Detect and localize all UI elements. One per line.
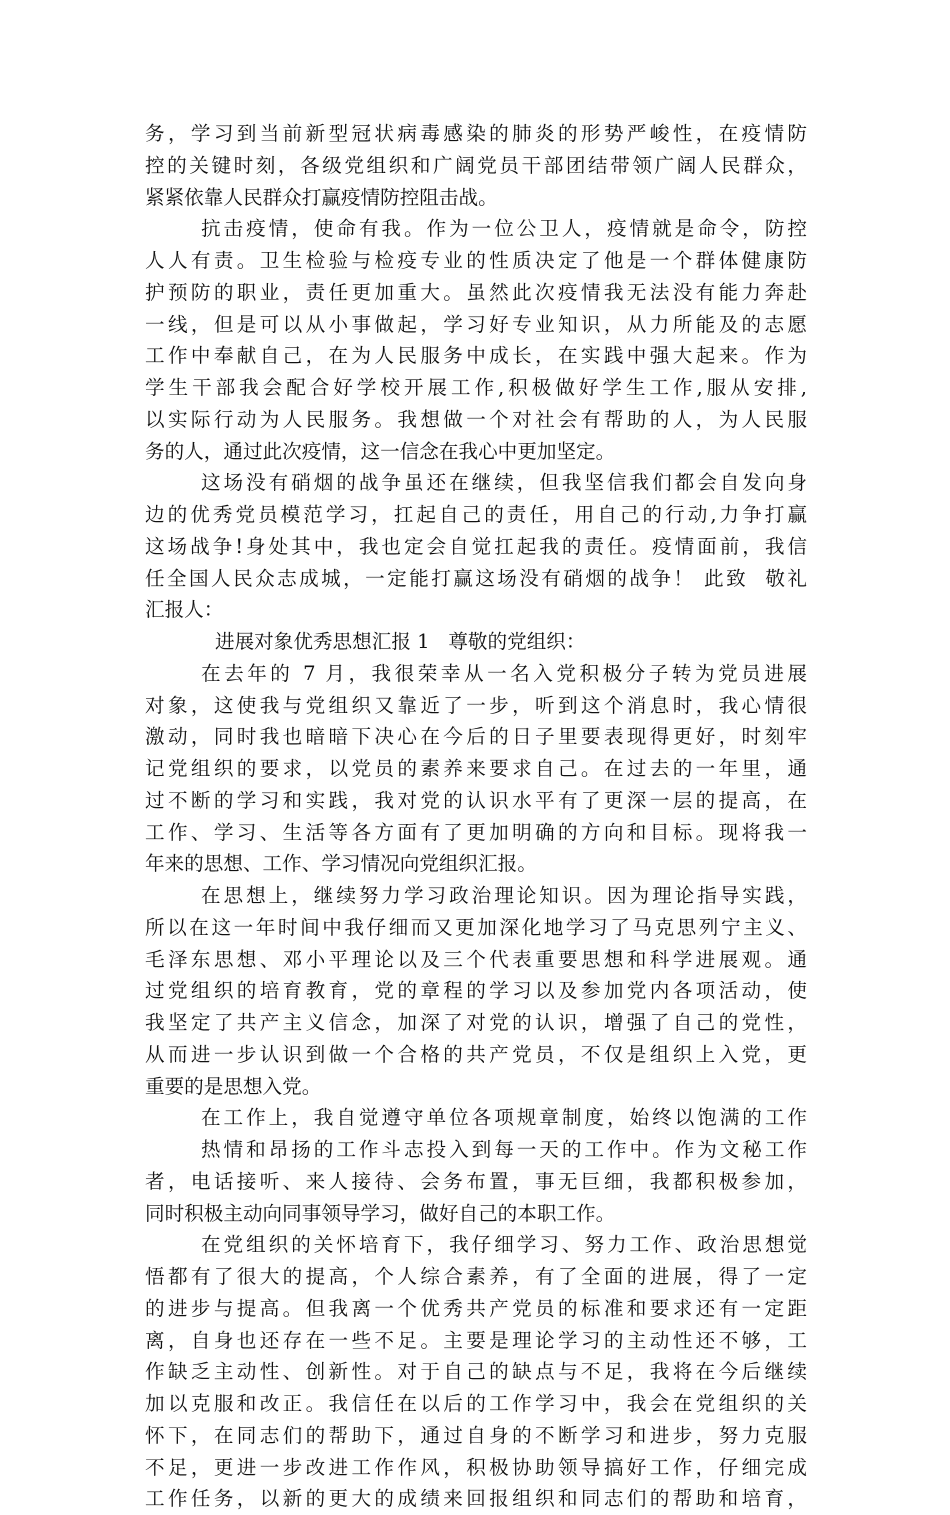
text-line: 在党组织的关怀培育下，我仔细学习、努力工作、政治思想觉 <box>201 1233 807 1257</box>
text-line: 紧紧依靠人民群众打赢疫情防控阻击战。 <box>145 185 498 209</box>
text-line: 怀下，在同志们的帮助下，通过自身的不断学习和进步，努力克服 <box>145 1423 807 1447</box>
text-line: 一线，但是可以从小事做起，学习好专业知识，从力所能及的志愿 <box>145 312 807 336</box>
text-line: 过党组织的培育教育，党的章程的学习以及参加党内各项活动，使 <box>145 979 807 1003</box>
text-line: 护预防的职业，责任更加重大。虽然此次疫情我无法没有能力奔赴 <box>145 280 807 304</box>
text-line: 从而进一步认识到做一个合格的共产党员，不仅是组织上入党，更 <box>145 1042 807 1066</box>
text-line: 抗击疫情，使命有我。作为一位公卫人，疫情就是命令，防控 <box>201 217 807 241</box>
section-heading: 进展对象优秀思想汇报 1 尊敬的党组织： <box>215 630 586 653</box>
text-line: 悟都有了很大的提高，个人综合素养，有了全面的进展，得了一定 <box>145 1265 807 1288</box>
text-line: 任全国人民众志成城，一定能打赢这场没有硝烟的战争！ 此致 敬礼 <box>145 566 807 590</box>
text-line: 过不断的学习和实践，我对党的认识水平有了更深一层的提高，在 <box>145 788 807 812</box>
text-line: 汇报人： <box>145 598 224 622</box>
text-line: 务的人，通过此次疫情，这一信念在我心中更加坚定。 <box>145 439 616 463</box>
text-line: 重要的是思想入党。 <box>145 1074 322 1098</box>
text-line: 激动，同时我也暗暗下决心在今后的日子里要表现得更好，时刻牢 <box>145 725 807 749</box>
text-line: 边的优秀党员模范学习，扛起自己的责任，用自己的行动,力争打赢 <box>145 503 807 526</box>
text-line: 工作中奉献自己，在为人民服务中成长，在实践中强大起来。作为 <box>145 344 807 368</box>
text-line: 年来的思想、工作、学习情况向党组织汇报。 <box>145 852 537 876</box>
text-line: 学生干部我会配合好学校开展工作,积极做好学生工作,服从安排, <box>145 376 807 399</box>
text-line: 在工作上，我自觉遵守单位各项规章制度，始终以饱满的工作 <box>201 1106 807 1130</box>
text-line: 者，电话接听、来人接待、会务布置，事无巨细，我都积极参加， <box>145 1169 807 1193</box>
text-line: 我坚定了共产主义信念，加深了对党的认识，增强了自己的党性， <box>145 1011 807 1034</box>
text-line: 在思想上，继续努力学习政治理论知识。因为理论指导实践， <box>201 884 807 907</box>
text-line: 以实际行动为人民服务。我想做一个对社会有帮助的人，为人民服 <box>145 407 807 431</box>
text-line: 所以在这一年时间中我仔细而又更加深化地学习了马克思列宁主义、 <box>145 915 807 939</box>
text-line: 记党组织的要求，以党员的素养来要求自己。在过去的一年里，通 <box>145 757 807 780</box>
text-line: 加以克服和改正。我信任在以后的工作学习中，我会在党组织的关 <box>145 1392 807 1415</box>
text-line: 离，自身也还存在一些不足。主要是理论学习的主动性还不够，工 <box>145 1328 807 1352</box>
text-line: 工作、学习、生活等各方面有了更加明确的方向和目标。现将我一 <box>145 820 807 844</box>
text-line: 人人有责。卫生检验与检疫专业的性质决定了他是一个群体健康防 <box>145 249 807 272</box>
text-line: 这场战争!身处其中，我也定会自觉扛起我的责任。疫情面前，我信 <box>145 534 807 558</box>
text-line: 不足，更进一步改进工作作风，积极协助领导搞好工作，仔细完成 <box>145 1455 807 1479</box>
text-line: 的进步与提高。但我离一个优秀共产党员的标准和要求还有一定距 <box>145 1296 807 1320</box>
text-line: 工作任务，以新的更大的成绩来回报组织和同志们的帮助和培育， <box>145 1487 807 1511</box>
text-line: 控的关键时刻，各级党组织和广阔党员干部团结带领广阔人民群众， <box>145 153 807 177</box>
document-body <box>145 118 807 1515</box>
text-line: 热情和昂扬的工作斗志投入到每一天的工作中。作为文秘工作 <box>201 1138 807 1161</box>
text-line: 这场没有硝烟的战争虽还在继续，但我坚信我们都会自发向身 <box>201 471 807 495</box>
text-line: 作缺乏主动性、创新性。对于自己的缺点与不足，我将在今后继续 <box>145 1360 807 1384</box>
text-line: 同时积极主动向同事领导学习，做好自己的本职工作。 <box>145 1201 616 1225</box>
text-line: 对象，这使我与党组织又靠近了一步，听到这个消息时，我心情很 <box>145 693 807 717</box>
text-line: 务，学习到当前新型冠状病毒感染的肺炎的形势严峻性，在疫情防 <box>145 122 807 145</box>
text-line: 毛泽东思想、邓小平理论以及三个代表重要思想和科学进展观。通 <box>145 947 807 971</box>
text-line: 在去年的 7 月，我很荣幸从一名入党积极分子转为党员进展 <box>201 661 807 685</box>
